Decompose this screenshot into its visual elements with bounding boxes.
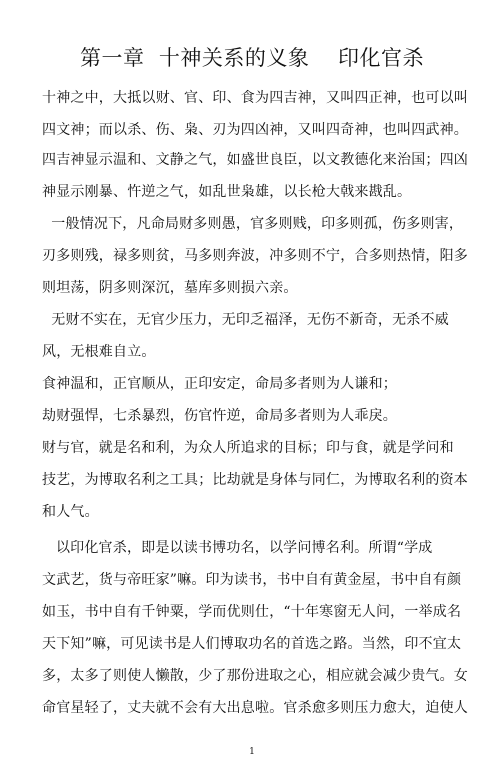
text-line: 风，无根难自立。 (42, 344, 156, 360)
text-line: 食神温和，正官顺从，正印安定，命局多者则为人谦和； (42, 376, 397, 392)
text-line: 则坦荡，阴多则深沉，墓库多则损六亲。 (42, 280, 298, 296)
text-line: 刃多则残，禄多则贫，马多则奔波，冲多则不宁，合多则热情，阳多 (42, 248, 468, 264)
text-line: 技艺，为博取名利之工具；比劫就是身体与同仁，为博取名利的资本 (42, 472, 468, 488)
text-line: 劫财强悍，七杀暴烈，伤官忤逆，命局多者则为人乖戾。 (42, 408, 397, 424)
text-line: 和人气。 (42, 504, 99, 520)
text-line: 无财不实在，无官少压力，无印乏福泽，无伤不新奇，无杀不威 (42, 312, 449, 328)
text-line: 如玉，书中自有千钟粟，学而优则仕，“十年寒窗无人问，一举成名 (42, 604, 462, 620)
text-line: 天下知”嘛，可见读书是人们博取功名的首选之路。当然，印不宜太 (42, 636, 462, 652)
text-line: 神显示刚暴、忤逆之气，如乱世枭雄，以长枪大戟来戡乱。 (42, 184, 412, 200)
text-line: 以印化官杀，即是以读书博功名，以学问博名利。所谓“学成 (42, 540, 433, 556)
text-line: 一般情况下，凡命局财多则愚，官多则贱，印多则孤，伤多则害， (42, 216, 464, 232)
text-line: 多，太多了则使人懒散，少了那份进取之心，相应就会减少贵气。女 (42, 668, 468, 684)
chapter-title: 第一章 十神关系的义象 印化官杀 (79, 46, 425, 70)
text-line: 财与官，就是名和利，为众人所追求的目标；印与食，就是学问和 (42, 440, 454, 456)
text-line: 命官星轻了，丈夫就不会有大出息啦。官杀愈多则压力愈大，迫使人 (42, 700, 468, 716)
text-line: 四文神；而以杀、伤、枭、刃为四凶神，又叫四奇神，也叫四武神。 (42, 122, 468, 138)
text-line: 文武艺，货与帝旺家”嘛。印为读书，书中自有黄金屋，书中自有颜 (42, 572, 462, 588)
text-line: 十神之中，大抵以财、官、印、食为四吉神，又叫四正神，也可以叫 (42, 90, 468, 106)
text-line: 四吉神显示温和、文静之气，如盛世良臣，以文教德化来治国；四凶 (42, 152, 468, 168)
page-number: 1 (249, 747, 255, 757)
